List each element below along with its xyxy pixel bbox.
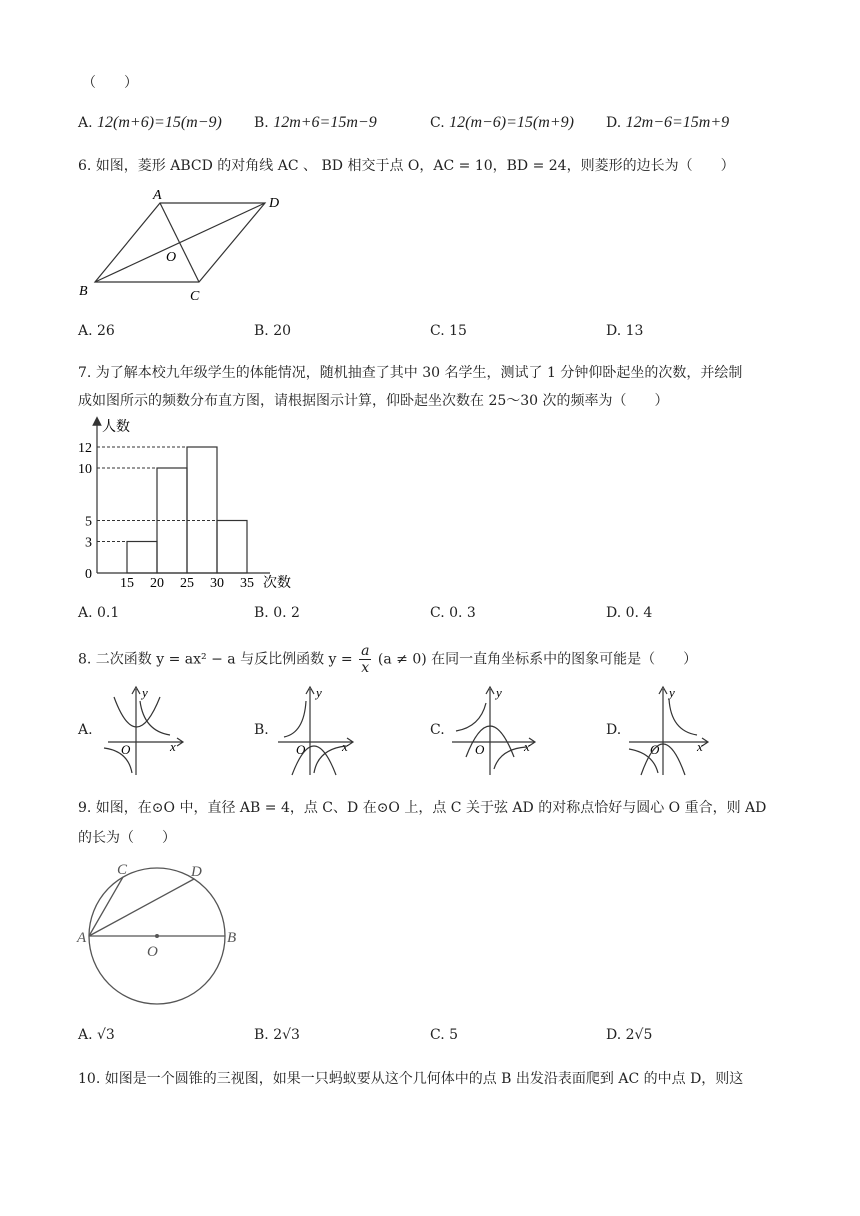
q10-stem: 10. 如图是一个圆锥的三视图，如果一只蚂蚁要从这个几何体中的点 B 出发沿表面爬到 AC 的中点 D，则这 [78, 1071, 744, 1087]
q9-label-a: A [77, 930, 87, 946]
svg-text:O: O [121, 742, 131, 757]
q8-c-hyperbola-2 [494, 747, 526, 769]
q7-y-tick-label: 3 [85, 535, 92, 551]
q6-option-d: D. 13 [606, 323, 644, 339]
q7-option-c: C. 0. 3 [430, 605, 476, 621]
q7-option-b: B. 0. 2 [254, 605, 300, 621]
q7-y-tick-label: 5 [85, 514, 92, 530]
q5-option-b-expr: 12m+6=15m−9 [273, 114, 377, 131]
q8-option-b-label: B. [254, 722, 269, 738]
svg-text:y: y [316, 685, 322, 700]
q9-option-a: A. √3 [78, 1027, 115, 1043]
q7-x-tick-label: 35 [240, 576, 254, 591]
q8-fraction [359, 643, 371, 676]
svg-text:x: x [170, 739, 176, 754]
svg-text:y: y [669, 685, 675, 700]
q8-graph-a [100, 685, 190, 777]
q7-histogram [70, 413, 310, 593]
svg-text:y: y [496, 685, 502, 700]
q9-label-b: B [227, 930, 237, 946]
q6-stem: 6. 如图，菱形 ABCD 的对角线 AC 、 BD 相交于点 O，AC = 10，BD = 24，则菱形的边长为（ ） [78, 158, 735, 174]
q7-stem-line1: 7. 为了解本校九年级学生的体能情况，随机抽查了其中 30 名学生，测试了 1 分钟仰卧起坐的次数，并绘制 [78, 365, 743, 381]
q7-option-d: D. 0. 4 [606, 605, 653, 621]
q5-option-d-expr: 12m−6=15m+9 [625, 114, 730, 131]
svg-text:y: y [142, 685, 148, 700]
q7-stem-line2: 成如图所示的频数分布直方图，请根据图示计算，仰卧起坐次数在 25～30 次的频率为（ ） [78, 393, 669, 409]
q8-a-parabola [114, 697, 160, 727]
q8-c-hyperbola-1 [456, 703, 486, 731]
q6-label-b: B [79, 284, 88, 299]
q5-option-a [78, 114, 222, 132]
q8-graph-c [448, 685, 543, 777]
q7-y-tick-label: 12 [78, 441, 92, 456]
q7-x-tick-label: 20 [150, 576, 164, 591]
q5-option-c [430, 114, 574, 132]
q9-stem-line2: 的长为（ ） [78, 830, 176, 846]
q7-y-label: 人数 [102, 420, 130, 435]
q5-option-a-label: A. [78, 115, 93, 131]
q7-x-label: 次数 [263, 576, 291, 591]
q9-option-b: B. 2√3 [254, 1027, 300, 1043]
q8-option-a-label: A. [78, 722, 93, 738]
q6-rhombus-figure [75, 185, 295, 305]
q8-a-hyperbola-1 [140, 701, 170, 735]
q6-label-c: C [190, 289, 200, 304]
q5-option-c-expr: 12(m−6)=15(m+9) [449, 114, 574, 131]
q7-option-a: A. 0.1 [78, 605, 120, 621]
q9-label-o: O [147, 944, 158, 960]
q6-diagonal-bd [95, 203, 265, 282]
q9-center-dot [155, 934, 159, 938]
q6-option-c: C. 15 [430, 323, 467, 339]
q7-x-tick-label: 30 [210, 576, 224, 591]
q8-graph-d [625, 685, 715, 777]
q5-option-b-label: B. [254, 115, 269, 131]
q6-label-o: O [166, 250, 177, 265]
q5-option-d-label: D. [606, 115, 622, 131]
q8-frac-denominator: x [361, 660, 370, 676]
q9-option-d: D. 2√5 [606, 1027, 653, 1043]
svg-text:O: O [296, 742, 306, 757]
q7-bar [127, 542, 157, 574]
q5-paren: （ ） [82, 75, 138, 91]
q8-b-hyperbola-1 [284, 701, 306, 737]
q8-graph-b [270, 685, 360, 777]
svg-text:x: x [524, 739, 530, 754]
q8-d-hyperbola-1 [669, 699, 697, 735]
q9-stem-line1: 9. 如图，在⊙O 中，直径 AB = 4，点 C、D 在⊙O 上，点 C 关于弦 AD 的对称点恰好与圆心 O 重合，则 AD [78, 800, 767, 816]
q8-frac-numerator: a [361, 643, 370, 659]
svg-text:O: O [475, 742, 485, 757]
q9-option-c: C. 5 [430, 1027, 459, 1043]
q8-option-d-label: D. [606, 722, 622, 738]
q9-circle-figure [75, 852, 255, 1007]
q8-option-c-label: C. [430, 722, 445, 738]
q7-y-tick-label: 10 [78, 462, 92, 477]
q7-y-tick-label: 0 [85, 567, 92, 582]
q8-stem-part-a: 8. 二次函数 y = ax² − a 与反比例函数 y = [78, 651, 353, 668]
q9-label-c: C [117, 862, 128, 878]
q6-option-b: B. 20 [254, 323, 292, 339]
q6-option-a: A. 26 [78, 323, 115, 339]
q5-option-a-expr: 12(m+6)=15(m−9) [97, 114, 222, 131]
svg-text:O: O [650, 742, 660, 757]
q5-option-d [606, 114, 729, 132]
svg-text:x: x [697, 739, 703, 754]
q6-label-a: A [153, 188, 162, 203]
q7-x-tick-label: 25 [180, 576, 194, 591]
q7-bar [217, 521, 247, 574]
svg-text:x: x [342, 739, 348, 754]
q6-label-d: D [269, 196, 280, 211]
q5-option-b [254, 114, 377, 132]
q7-x-tick-label: 15 [120, 576, 134, 591]
q8-stem [78, 643, 697, 676]
q7-bar [187, 447, 217, 573]
q9-label-d: D [191, 864, 202, 880]
q8-stem-part-b: (a ≠ 0) 在同一直角坐标系中的图象可能是（ ） [377, 651, 698, 668]
q5-option-c-label: C. [430, 115, 445, 131]
